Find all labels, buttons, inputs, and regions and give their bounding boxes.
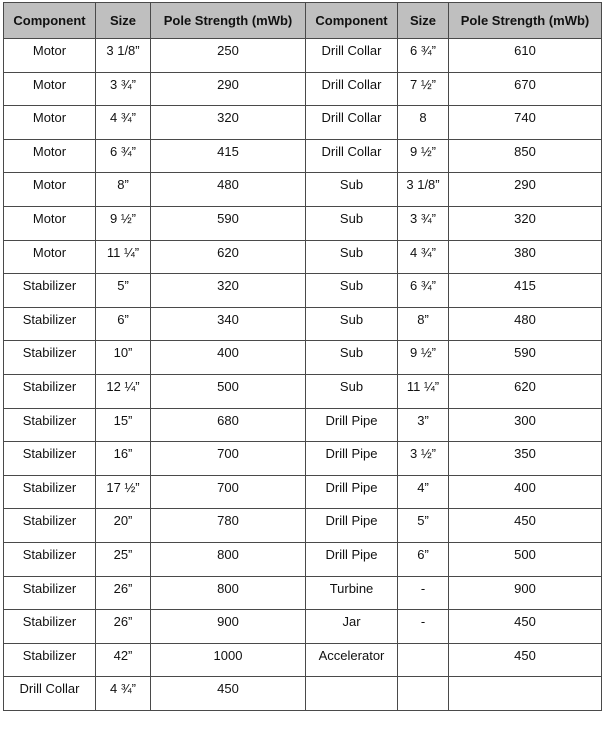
cell-size-left: 17 ½” [96, 475, 151, 509]
cell-size-right: 3 ½” [398, 442, 449, 476]
header-row [4, 3, 602, 39]
cell-component-left: Motor [4, 206, 96, 240]
table-row [4, 542, 602, 576]
cell-component-left: Stabilizer [4, 274, 96, 308]
cell-size-right: 3” [398, 408, 449, 442]
cell-size-left: 4 ¾” [96, 106, 151, 140]
cell-size-right: 8” [398, 307, 449, 341]
cell-component-right: Drill Collar [306, 39, 398, 73]
cell-component-left: Stabilizer [4, 643, 96, 677]
cell-component-right: Sub [306, 341, 398, 375]
cell-component-left: Stabilizer [4, 610, 96, 644]
cell-size-right [398, 643, 449, 677]
table-row [4, 475, 602, 509]
table-row [4, 240, 602, 274]
cell-pole-strength-left: 340 [151, 307, 306, 341]
cell-pole-strength-right: 300 [449, 408, 602, 442]
cell-size-right: 9 ½” [398, 139, 449, 173]
cell-size-right: 3 1/8” [398, 173, 449, 207]
cell-component-right: Drill Pipe [306, 509, 398, 543]
cell-component-right: Drill Pipe [306, 408, 398, 442]
cell-pole-strength-right: 320 [449, 206, 602, 240]
cell-component-right: Drill Collar [306, 72, 398, 106]
table-row [4, 72, 602, 106]
cell-component-right: Sub [306, 274, 398, 308]
cell-size-left: 25” [96, 542, 151, 576]
cell-component-right: Sub [306, 173, 398, 207]
table-row [4, 173, 602, 207]
cell-pole-strength-right: 850 [449, 139, 602, 173]
table-row [4, 576, 602, 610]
cell-component-left: Stabilizer [4, 307, 96, 341]
table-row [4, 442, 602, 476]
cell-pole-strength-right: 290 [449, 173, 602, 207]
table-row [4, 139, 602, 173]
cell-pole-strength-left: 1000 [151, 643, 306, 677]
cell-component-right: Turbine [306, 576, 398, 610]
cell-component-right: Drill Pipe [306, 542, 398, 576]
cell-pole-strength-right: 670 [449, 72, 602, 106]
cell-component-right: Accelerator [306, 643, 398, 677]
cell-size-left: 10” [96, 341, 151, 375]
cell-pole-strength-right: 590 [449, 341, 602, 375]
table-body [4, 39, 602, 711]
table-row [4, 341, 602, 375]
cell-size-left: 3 1/8” [96, 39, 151, 73]
cell-pole-strength-right: 500 [449, 542, 602, 576]
cell-component-left: Motor [4, 139, 96, 173]
cell-size-right [398, 677, 449, 711]
cell-pole-strength-right: 480 [449, 307, 602, 341]
cell-pole-strength-right: 740 [449, 106, 602, 140]
cell-pole-strength-left: 680 [151, 408, 306, 442]
table-row [4, 206, 602, 240]
cell-pole-strength-right: 620 [449, 374, 602, 408]
cell-component-left: Motor [4, 72, 96, 106]
table-row [4, 509, 602, 543]
cell-size-right: 6” [398, 542, 449, 576]
cell-component-left: Stabilizer [4, 542, 96, 576]
cell-component-right: Sub [306, 240, 398, 274]
cell-size-left: 5” [96, 274, 151, 308]
header-component-left: Component [4, 3, 96, 39]
cell-size-right: 6 ¾” [398, 39, 449, 73]
cell-component-right: Jar [306, 610, 398, 644]
cell-size-left: 9 ½” [96, 206, 151, 240]
cell-size-right: 6 ¾” [398, 274, 449, 308]
cell-size-left: 15” [96, 408, 151, 442]
cell-component-right: Drill Pipe [306, 442, 398, 476]
cell-pole-strength-left: 900 [151, 610, 306, 644]
cell-component-left: Stabilizer [4, 374, 96, 408]
table-row [4, 274, 602, 308]
cell-size-left: 11 ¼” [96, 240, 151, 274]
cell-pole-strength-left: 700 [151, 442, 306, 476]
cell-size-left: 16” [96, 442, 151, 476]
table-row [4, 677, 602, 711]
cell-pole-strength-right: 450 [449, 509, 602, 543]
table-row [4, 39, 602, 73]
cell-size-right: 7 ½” [398, 72, 449, 106]
cell-size-right: 3 ¾” [398, 206, 449, 240]
cell-pole-strength-right: 610 [449, 39, 602, 73]
cell-pole-strength-right: 415 [449, 274, 602, 308]
table-row [4, 307, 602, 341]
cell-pole-strength-left: 320 [151, 106, 306, 140]
cell-size-right: - [398, 610, 449, 644]
cell-component-left: Motor [4, 240, 96, 274]
cell-size-left: 8” [96, 173, 151, 207]
cell-pole-strength-left: 620 [151, 240, 306, 274]
cell-size-right: 8 [398, 106, 449, 140]
cell-pole-strength-left: 480 [151, 173, 306, 207]
cell-pole-strength-right: 350 [449, 442, 602, 476]
cell-component-right: Drill Collar [306, 106, 398, 140]
table-row [4, 374, 602, 408]
cell-component-left: Stabilizer [4, 509, 96, 543]
cell-pole-strength-left: 590 [151, 206, 306, 240]
cell-size-left: 6” [96, 307, 151, 341]
cell-size-left: 12 ¼” [96, 374, 151, 408]
cell-pole-strength-left: 250 [151, 39, 306, 73]
cell-pole-strength-left: 400 [151, 341, 306, 375]
cell-pole-strength-left: 450 [151, 677, 306, 711]
cell-component-right [306, 677, 398, 711]
cell-component-right: Drill Pipe [306, 475, 398, 509]
cell-size-right: 9 ½” [398, 341, 449, 375]
cell-pole-strength-right: 450 [449, 643, 602, 677]
cell-size-left: 4 ¾” [96, 677, 151, 711]
header-component-right: Component [306, 3, 398, 39]
cell-component-left: Stabilizer [4, 442, 96, 476]
cell-component-left: Motor [4, 39, 96, 73]
header-size-left: Size [96, 3, 151, 39]
cell-size-right: 11 ¼” [398, 374, 449, 408]
cell-size-left: 20” [96, 509, 151, 543]
cell-pole-strength-left: 700 [151, 475, 306, 509]
cell-component-right: Sub [306, 307, 398, 341]
cell-pole-strength-right: 380 [449, 240, 602, 274]
cell-size-right: 4 ¾” [398, 240, 449, 274]
header-pole-strength-left: Pole Strength (mWb) [151, 3, 306, 39]
table-row [4, 643, 602, 677]
cell-component-right: Drill Collar [306, 139, 398, 173]
cell-pole-strength-right: 400 [449, 475, 602, 509]
cell-component-left: Drill Collar [4, 677, 96, 711]
table-row [4, 610, 602, 644]
cell-component-left: Motor [4, 106, 96, 140]
cell-size-left: 42” [96, 643, 151, 677]
header-size-right: Size [398, 3, 449, 39]
cell-component-right: Sub [306, 374, 398, 408]
cell-pole-strength-left: 780 [151, 509, 306, 543]
cell-size-right: 4” [398, 475, 449, 509]
cell-size-left: 3 ¾” [96, 72, 151, 106]
cell-pole-strength-right [449, 677, 602, 711]
cell-size-right: 5” [398, 509, 449, 543]
cell-component-left: Stabilizer [4, 408, 96, 442]
cell-pole-strength-left: 415 [151, 139, 306, 173]
cell-size-left: 26” [96, 576, 151, 610]
cell-pole-strength-left: 290 [151, 72, 306, 106]
table-row [4, 106, 602, 140]
header-pole-strength-right: Pole Strength (mWb) [449, 3, 602, 39]
table-header [4, 3, 602, 39]
cell-component-right: Sub [306, 206, 398, 240]
cell-size-left: 26” [96, 610, 151, 644]
cell-pole-strength-left: 800 [151, 542, 306, 576]
cell-pole-strength-left: 800 [151, 576, 306, 610]
cell-component-left: Motor [4, 173, 96, 207]
cell-component-left: Stabilizer [4, 475, 96, 509]
cell-pole-strength-right: 900 [449, 576, 602, 610]
cell-component-left: Stabilizer [4, 341, 96, 375]
cell-size-right: - [398, 576, 449, 610]
table-row [4, 408, 602, 442]
cell-pole-strength-left: 500 [151, 374, 306, 408]
cell-pole-strength-left: 320 [151, 274, 306, 308]
pole-strength-table [3, 2, 602, 711]
cell-pole-strength-right: 450 [449, 610, 602, 644]
cell-size-left: 6 ¾” [96, 139, 151, 173]
cell-component-left: Stabilizer [4, 576, 96, 610]
